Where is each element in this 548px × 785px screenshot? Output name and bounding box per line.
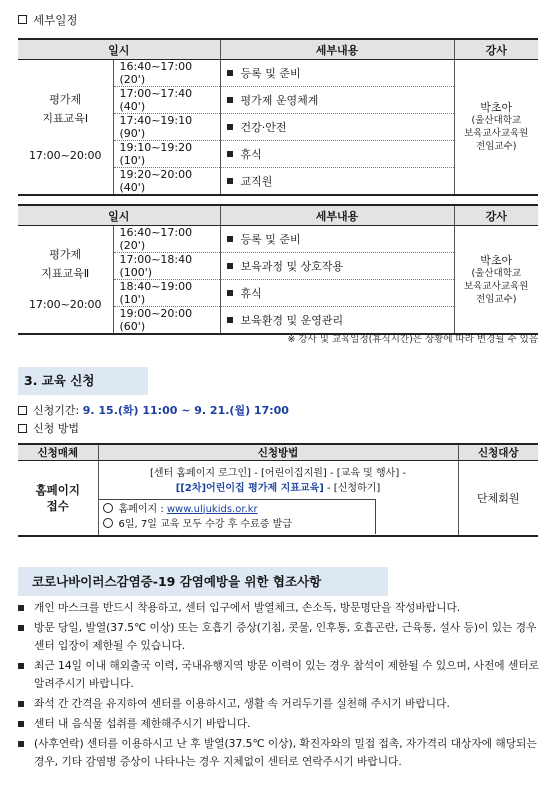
square-bullet-icon [18, 701, 24, 707]
square-bullet-icon [227, 97, 233, 103]
square-bullet-icon [227, 151, 233, 157]
square-bullet-icon [18, 741, 24, 747]
instructor-cell: 박초아 (울산대학교 보육교사교육원 전임교수) [454, 60, 538, 196]
apply-method-label: 신청 방법 [18, 420, 79, 436]
square-bullet-icon [18, 663, 24, 669]
session-time: 17:00~18:40 (100') [113, 253, 220, 280]
apply-medium: 홈페이지 접수 [18, 461, 98, 537]
homepage-link[interactable]: www.uljukids.or.kr [166, 503, 258, 515]
list-item: 방문 당일, 발열(37.5℃ 이상) 또는 호흡기 증상(기침, 콧물, 인후통, 호흡곤란, 근육통, 설사 등)이 있는 경우 센터 입장이 제한될 수 있습니다. [18, 619, 543, 655]
schedule-heading: 세부일정 [18, 12, 77, 28]
square-bullet-icon [227, 178, 233, 184]
list-item: (사후연락) 센터를 이용하시고 난 후 발열(37.5℃ 이상), 확진자와의 밀접 접촉, 자가격리 대상자에 해당되는 경우, 기타 감염병 증상이 나타나는 경우 지체없이 센터로 연락주시기 바랍니다. [18, 735, 543, 771]
apply-method-path: [[2차]어린이집 평가제 지표교육] - [신청하기] [175, 482, 381, 494]
session-content: 보육과정 및 상호작용 [220, 253, 454, 280]
apply-method-cell: [센터 홈페이지 로그인] - [어린이집지원] - [교육 및 행사] - [[2차]어린이집 평가제 지표교육] - [신청하기] 홈페이지 : www.uljukids.or.kr 6일, 7일 교육 모두 수강 후 수료증 발급 [98, 461, 458, 537]
circle-bullet-icon [103, 518, 113, 528]
session-time: 17:40~19:10 (90') [113, 114, 220, 141]
col-header-method: 신청방법 [98, 444, 458, 461]
col-header-instructor: 강사 [454, 205, 538, 226]
square-bullet-icon [227, 124, 233, 130]
col-header-instructor: 강사 [454, 39, 538, 60]
session-time: 19:00~20:00 (60') [113, 307, 220, 335]
col-header-datetime: 일시 [18, 39, 220, 60]
session-content: 보육환경 및 운영관리 [220, 307, 454, 335]
schedule-note: ※ 강사 및 교육일정(휴식시간)은 상황에 따라 변경될 수 있음 [287, 334, 538, 345]
session-group: 평가제 지표교육Ⅱ 17:00~20:00 [18, 226, 113, 335]
session-group: 평가제 지표교육Ⅰ 17:00~20:00 [18, 60, 113, 196]
square-bullet-icon [18, 721, 24, 727]
session-content: 등록 및 준비 [220, 226, 454, 253]
session-content: 휴식 [220, 141, 454, 168]
col-header-datetime: 일시 [18, 205, 220, 226]
covid-guideline-list [18, 599, 543, 771]
square-bullet-icon [18, 625, 24, 631]
checkbox-bullet-icon [18, 15, 27, 24]
square-bullet-icon [227, 317, 233, 323]
schedule-table-1 [18, 38, 538, 196]
apply-section-title: 3. 교육 신청 [18, 367, 148, 395]
list-item: 좌석 간 간격을 유지하여 센터를 이용하시고, 생활 속 거리두기를 실천해 주시기 바랍니다. [18, 695, 543, 713]
session-time: 16:40~17:00 (20') [113, 226, 220, 253]
circle-bullet-icon [103, 503, 113, 513]
session-time: 18:40~19:00 (10') [113, 280, 220, 307]
square-bullet-icon [227, 263, 233, 269]
col-header-target: 신청대상 [458, 444, 538, 461]
session-content: 등록 및 준비 [220, 60, 454, 87]
col-header-medium: 신청매체 [18, 444, 98, 461]
col-header-details: 세부내용 [220, 39, 454, 60]
checkbox-bullet-icon [18, 406, 27, 415]
square-bullet-icon [18, 605, 24, 611]
session-content: 평가제 운영체계 [220, 87, 454, 114]
schedule-table-2 [18, 204, 538, 335]
square-bullet-icon [227, 290, 233, 296]
apply-period-value: 9. 15.(화) 11:00 ~ 9. 21.(월) 17:00 [82, 404, 289, 417]
col-header-details: 세부내용 [220, 205, 454, 226]
session-content: 휴식 [220, 280, 454, 307]
square-bullet-icon [227, 70, 233, 76]
instructor-cell: 박초아 (울산대학교 보육교사교육원 전임교수) [454, 226, 538, 335]
session-time: 19:10~19:20 (10') [113, 141, 220, 168]
apply-target: 단체회원 [458, 461, 538, 537]
session-content: 교직원 [220, 168, 454, 196]
checkbox-bullet-icon [18, 424, 27, 433]
session-time: 17:00~17:40 (40') [113, 87, 220, 114]
session-time: 19:20~20:00 (40') [113, 168, 220, 196]
apply-period: 신청기간: 9. 15.(화) 11:00 ~ 9. 21.(월) 17:00 [18, 402, 289, 418]
apply-table [18, 443, 538, 537]
session-time: 16:40~17:00 (20') [113, 60, 220, 87]
list-item: 최근 14일 이내 해외출국 이력, 국내유행지역 방문 이력이 있는 경우 참석이 제한될 수 있으며, 사전에 센터로 알려주시기 바랍니다. [18, 657, 543, 693]
covid-section-title: 코로나바이러스감염증-19 감염예방을 위한 협조사항 [18, 567, 388, 596]
apply-info-box: 홈페이지 : www.uljukids.or.kr 6일, 7일 교육 모두 수강 후 수료증 발급 [99, 499, 376, 534]
list-item: 개인 마스크를 반드시 착용하고, 센터 입구에서 발열체크, 손소독, 방문명단을 작성바랍니다. [18, 599, 543, 617]
session-content: 건강·안전 [220, 114, 454, 141]
list-item: 센터 내 음식물 섭취를 제한해주시기 바랍니다. [18, 715, 543, 733]
square-bullet-icon [227, 236, 233, 242]
